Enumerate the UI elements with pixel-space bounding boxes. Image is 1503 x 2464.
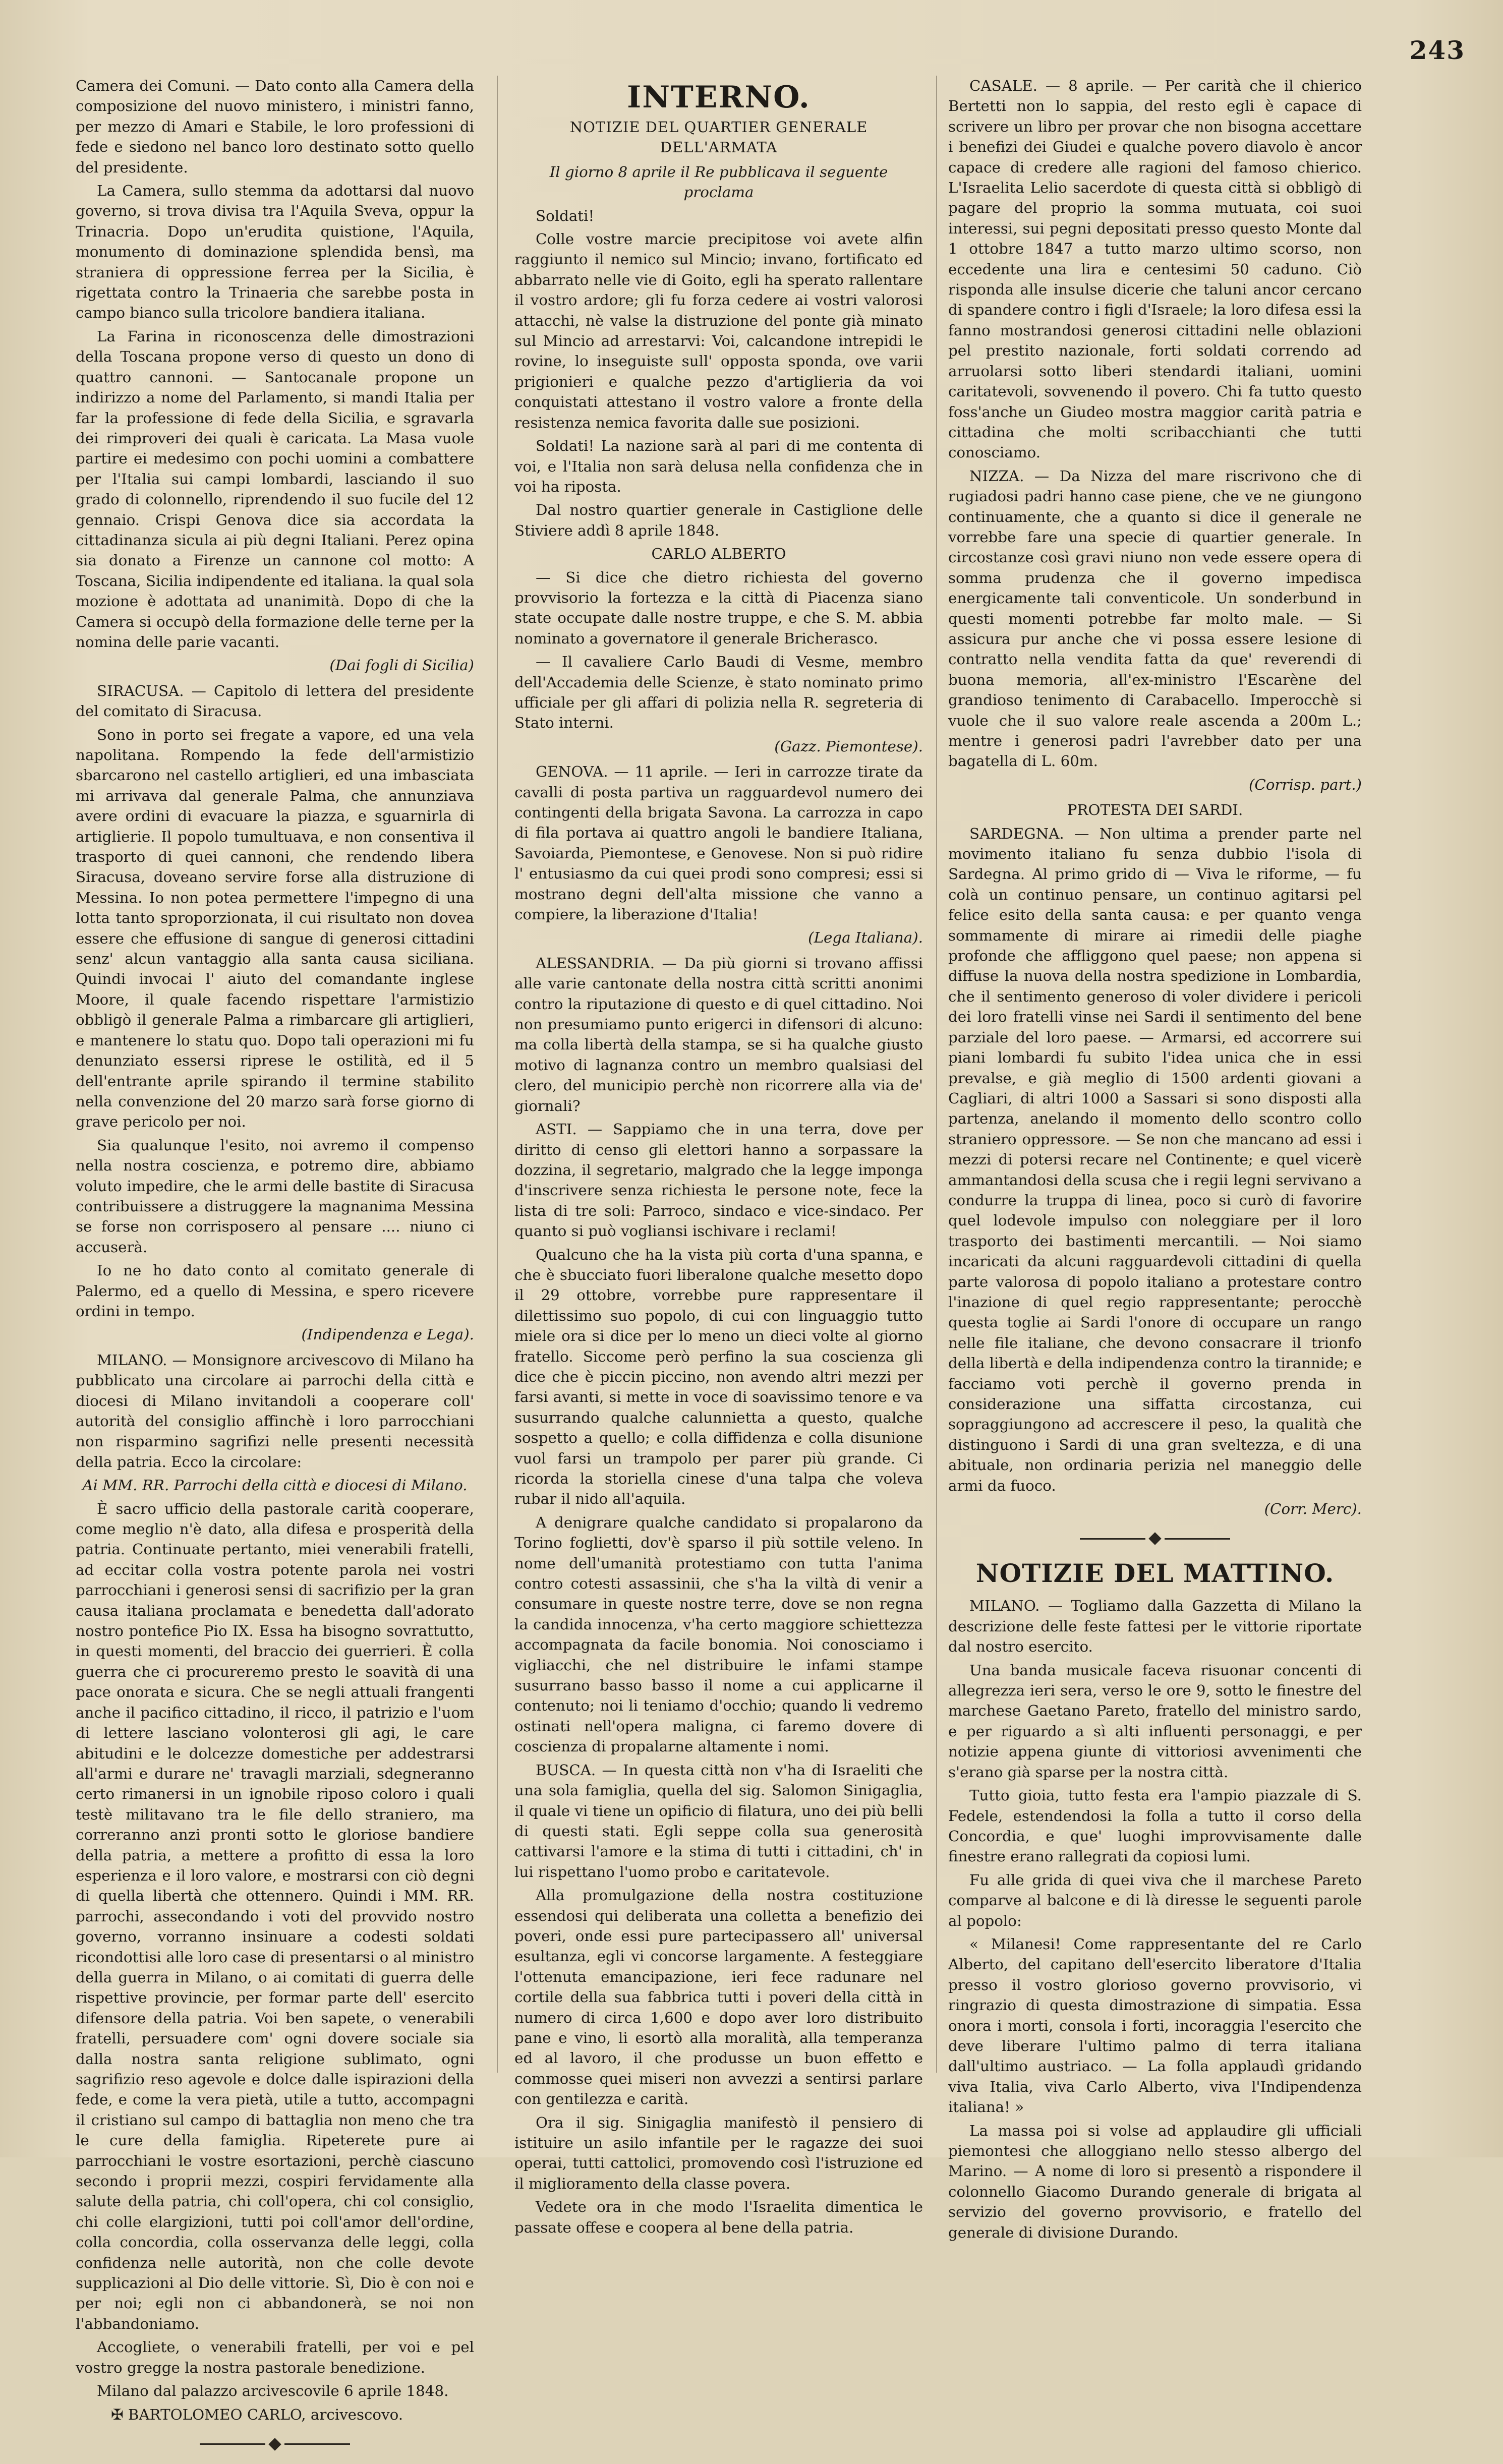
page-number: 243 — [1409, 35, 1465, 65]
article-alessandria: ALESSANDRIA. — Da più giorni si trovano affissi alle varie cantonate della nostra città scritti anonimi contro la riputazione di questo e di quel cittadino. Noi non presumiamo punto erigerci in difensori di alcuno: ma colla libertà della stampa, se si ha qualche giusto motivo di lagnanza contro un membro qualsiasi del clero, del municipio perchè non ricorrere alla via de' giornali? — [514, 954, 923, 1114]
article-asti-3: A denigrare qualche candidato si propalarono da Torino foglietti, dov'è sparso il più sottile veleno. In nome dell'umanità protestiamo con tutta l'anima contro cotesti assassinii, che s'ha la viltà di venir a consumare in queste nostre terre, dove se non regna la candida innocenza, v'ha certo maggiore schiettezza accompagnata da facile bonomia. Noi conosciamo i vigliacchi, che nel distribuire le infami stampe susurrano basso basso il nome a cui applicarne il contenuto; noi li teniamo d'occhio; quando li vedremo ostinati nell'opera maligna, ci faremo dovere di coscienza di propalarne altamente i nomi. — [514, 1513, 923, 1755]
article-milano-feste: MILANO. — Togliamo dalla Gazzetta di Milano la descrizione delle feste fattesi per le vittorie riportate dal nostro esercito. — [948, 1597, 1362, 1656]
proclama-body-2: Soldati! La nazione sarà al pari di me contenta di voi, e l'Italia non sarà delusa nella confidenza che in voi ha riposta. — [514, 437, 923, 495]
section-heading-interno: INTERNO. — [627, 80, 811, 115]
article-asti: ASTI. — Sappiamo che in una terra, dove per diritto di censo gli elettori hanno a sorpassare la dozzina, il segretario, malgrado che la legge imponga d'inscrivere senza richiesta le persone note, fece la lista di tre soli: Parroco, sindaco e vice-sindaco. Per quanto si può vogliansi ischivare i reclami! — [514, 1121, 923, 1240]
article-nizza: NIZZA. — Da Nizza del mare riscrivono che di rugiadosi padri hanno case piene, che ve ne giungono continuamente, che a quanto si dice il generale ne vorrebbe fare una specie di quartier generale. In circostanze così gravi niuno non vede essere opera di somma prudenza che il governo impedisca energicamente tali conventicole. Un sonderbund in questi momenti potrebbe far molto male. — Si assicura pur anche che vi possa essere lesione di contratto nella vendita fatta da que' reverendi di buona memoria, all'ex-ministro l'Escarène del grandioso tenimento di Carabacello. Imperocchè si vuole che il suo valore reale ascenda a 200m L.; mentre i generosi padri l'avrebber dato per una bagatella di L. 60m. — [948, 467, 1362, 770]
right-column — [948, 76, 1362, 2246]
proclama-body: Colle vostre marcie precipitose voi avete alfin raggiunto il nemico sul Mincio; invano, fortificato ed abbarrato nelle vie di Goito, egli ha sperato rallentare il vostro ardore; gli fu forza cedere ai vostri valorosi attacchi, nè valse la distruzione del ponte già minato sul Mincio ad arrestarvi: Voi, calcandone intrepidi le rovine, lo inseguiste sull' opposta sponda, ove varii prigionieri e qualche pezzo d'artiglieria da voi conquistati attestano il vostro valore a fronte della resistenza nemica favorita dalle sue posizioni. — [514, 230, 923, 431]
subheading-quartier-generale: NOTIZIE DEL QUARTIER GENERALE DELL'ARMATA — [569, 119, 868, 156]
circolare-blessing: Accogliete, o venerabili fratelli, per voi e pel vostro gregge la nostra pastorale benedizione. — [76, 2338, 474, 2376]
column-rule-right — [936, 76, 937, 2073]
article-siracusa-esito: Sia qualunque l'esito, noi avremo il compenso nella nostra coscienza, e potremo dire, abbiamo voluto impedire, che le armi delle bastite di Siracusa contribuissere a distruggere la magnanima Messina se forse non corrisposero al pensare .... niuno ci accuserà. — [76, 1136, 474, 1256]
article-busca: BUSCA. — In questa città non v'ha di Israeliti che una sola famiglia, quella del sig. Salomon Sinigaglia, il quale vi tiene un opificio di filatura, uno dei più belli di questi stati. Egli seppe colla sua generosità cattivarsi l'amore e la stima di tutti i cittadini, ch' in lui rispettano l'uomo probo e caritatevole. — [514, 1761, 923, 1881]
article-milano-ufficiali: La massa poi si volse ad applaudire gli ufficiali piemontesi che alloggiano nello stesso albergo del Marino. — A nome di loro si presentò a rispondere il colonnello Giacomo Durando generale di brigata al servizio del governo provvisorio, e fratello del generale di divisione Durando. — [948, 2122, 1362, 2241]
proclama-salutation: Soldati! — [536, 207, 595, 224]
article-asti-2: Qualcuno che ha la vista più corta d'una spanna, e che è sbucciato fuori liberalone qualche mesetto dopo il 29 ottobre, vorrebbe pure rappresentare il dilettissimo suo popolo, di cui con linguaggio tutto miele ora si dice per lo meno un dieci volte al giorno fratello. Siccome però perfino la sua coscienza gli dice che è piccin piccino, non avendo altri mezzi per farsi avanti, si mette in voce di soavissimo tenore e va susurrando qualche calunnietta a questo, qualche sospetto a quello; e colla diffidenza e colla disunione vuol farsi un trampolo per parer più grande. Ci ricorda la storiella cinese d'una talpa che voleva rubar il nido all'aquila. — [514, 1246, 923, 1508]
article-siracusa-body: Sono in porto sei fregate a vapore, ed una vela napolitana. Rompendo la fede dell'armistizio sbarcarono nel castello artiglieri, ed una imbasciata mi arrivava dal generale Palma, che annunziava avere ordini di evacuare la piazza, e sguarnirla di artiglierie. Il popolo tumultuava, e non consentiva il trasporto di quei cannoni, che rendendo libera Siracusa, doveano servire forse alla distruzione di Messina. Io non potea permettere l'impegno di una lotta tanto sproporzionata, il cui risultato non dovea essere che effusione di sangue di generosi cittadini senz' alcun vantaggio alla santa causa siciliana. Quindi invocai l' aiuto del comandante inglese Moore, il quale facendo rispettare l'armistizio obbligò il generale Palma a rimbarcare gli artiglieri, e mantenere lo statu quo. Dopo tali operazioni mi fu denunziato essersi riprese le ostilità, ed il 5 dell'entrante aprile spirando il termine stabilito nella convenzione del 20 marzo sarà forse giorno di grave pericolo per noi. — [76, 726, 474, 1131]
proclama-date: Dal nostro quartier generale in Castiglione delle Stiviere addì 8 aprile 1848. — [514, 501, 923, 539]
ornament-line — [1080, 1538, 1145, 1540]
source-lega-italiana: (Lega Italiana). — [808, 929, 923, 947]
article-milano-gioia: Tutto gioia, tutto festa era l'ampio piazzale di S. Fedele, estendendosi la folla a tutto il corso della Concordia, e que' luoghi improvvisamente dalle finestre erano rallegrati da copiosi lumi. — [948, 1787, 1362, 1865]
proclama-signature: CARLO ALBERTO — [651, 545, 786, 563]
article-milano-pareto: Fu alle grida di quei viva che il marchese Pareto comparve al balcone e di là diresse le seguenti parole al popolo: — [948, 1871, 1362, 1929]
left-column — [76, 76, 474, 2464]
middle-column — [514, 81, 923, 2241]
article-la-farina: La Farina in riconoscenza delle dimostrazioni della Toscana propone verso di questo un dono di quattro cannoni. — Santocanale propone un indirizzo a nome del Parlamento, si mandi Italia per far la professione di fede della Sicilia, e sgravarla dei rimproveri dei quali è caricata. La Masa vuole partire ei medesimo con pochi uomini a combattere per l'Italia sui campi lombardi, lasciando il suo grado di colonnello, riprendendo il suo fucile del 12 gennaio. Crispi Genova dice sia accordata la cittadinanza sicula ai più degni Italiani. Perez opina sia donato a Firenze un cannone col motto: A Toscana, Sicilia indipendente ed italiana. la qual sola mozione è adottata ad unanimità. Dopo di che la Camera si occupò della formazione delle terne per la nomina delle parie vacanti. — [76, 327, 474, 651]
article-siracusa-heading: SIRACUSA. — Capitolo di lettera del presidente del comitato di Siracusa. — [76, 682, 474, 720]
ornament-diamond-icon — [268, 2438, 281, 2450]
ornament-diamond-icon — [1148, 1533, 1161, 1545]
section-heading-mattino: NOTIZIE DEL MATTINO. — [975, 1558, 1335, 1589]
proclama-intro: Il giorno 8 aprile il Re pubblicava il seguente proclama — [549, 163, 888, 201]
article-busca-3: Ora il sig. Sinigaglia manifestò il pensiero di istituire un asilo infantile per le ragazze dei suoi operai, tutti cattolici, promovendo così l'istruzione ed il miglioramento della classe povera. — [514, 2114, 923, 2192]
circolare-date: Milano dal palazzo arcivescovile 6 aprile 1848. — [97, 2382, 449, 2400]
source-corrisp: (Corrisp. part.) — [1248, 776, 1362, 793]
article-stemma: La Camera, sullo stemma da adottarsi dal nuovo governo, si trova divisa tra l'Aquila Sveva, oppur la Trinacria. Dopo un'erudita quistione, l'Aquila, monumento di dominazione splendida bensì, ma straniera di oppressione ferrea per la Sicilia, è rigettata contro la Trinaeria che sarebbe posta in campo bianco sulla tricolore bandiera italiana. — [76, 182, 474, 322]
ornament-line — [200, 2443, 265, 2445]
source-gazz-piemontese: (Gazz. Piemontese). — [774, 737, 923, 755]
source-sicilia: (Dai fogli di Sicilia) — [329, 657, 474, 674]
ornament-divider-left — [76, 2440, 474, 2449]
article-busca-2: Alla promulgazione della nostra costituzione essendosi qui deliberata una colletta a benefizio dei poveri, onde essi pure partecipassero all' universal esultanza, egli vi concorse largamente. A festeggiare l'ottenuta emancipazione, ieri fece radunare nel cortile della sua fabbrica tutti i poveri della città in numero di circa 1,600 e dopo aver loro distribuito pane e vino, li esortò alla moralità, alla temperanza ed al lavoro, il che produsse un buon effetto e commosse quei miseri non avvezzi a sentirsi parlare con gentilezza e carità. — [514, 1887, 923, 2108]
article-camera-comuni: Camera dei Comuni. — Dato conto alla Camera della composizione del nuovo ministero, i ministri fanno, per mezzo di Amari e Stabile, le loro professioni di fede e siedono nel banco loro destinato sotto quello del presidente. — [76, 77, 474, 176]
article-piacenza: — Si dice che dietro richiesta del governo provvisorio la fortezza e la città di Piacenza siano state occupate dalle nostre truppe, e che S. M. abbia nominato a governatore il generale Bricherasco. — [514, 568, 923, 647]
article-baudi: — Il cavaliere Carlo Baudi di Vesme, membro dell'Accademia delle Scienze, è stato nominato primo ufficiale per gli affari di polizia nella R. segreteria di Stato interni. — [514, 653, 923, 732]
column-rule-left — [497, 76, 498, 2073]
source-indipendenza: (Indipendenza e Lega). — [301, 1326, 474, 1343]
circolare-heading: Ai MM. RR. Parrochi della città e diocesi di Milano. — [82, 1477, 468, 1494]
article-sardegna: SARDEGNA. — Non ultima a prender parte nel movimento italiano fu senza dubbio l'isola di Sardegna. Al primo grido di — Viva le riforme, — fu colà un continuo pensare, un continuo agitarsi pel felice esito della santa causa: e per quanto venga sommamente di mirare ai rimedii delle piaghe profonde che affliggono quel paese; non appena si diffuse la nuova della nostra spedizione in Lombardia, che il sentimento generoso di voler dividere i pericoli dei loro fratelli vinse nei Sardi il sentimento del bene parziale del loro paese. — Armarsi, ed accorrere sui piani lombardi fu subito l'idea unica che in essi prevalse, e già meglio di 1500 ardenti giovani a Cagliari, di altri 1000 a Sassari si sono disposti alla partenza, anelando il momento dello scontro collo straniero oppressore. — Se non che mancano ad essi i mezzi di potersi recare nel Continente; e quel vicerè ammantandosi della scusa che i regii legni servivano a condurre la truppa di linea, poco si curò di favorire quel lodevole impulso con noleggiare per il loro trasporto dei bastimenti mercantili. — Noi siamo incaricati da alcuni ragguardevoli cittadini di quella parte valorosa di popolo italiano a protestare contro l'inazione di quel regio rappresentante; perocchè questa toglie ai Sardi l'onore di occupare un rango nelle file italiane, che devono consacrare il trionfo della libertà e della indipendenza contro la tirannide; e facciamo voti perchè il governo prenda in considerazione una siffatta circostanza, cui sopraggiungono ad accrescere il peso, la qualità che distinguono i Sardi di una gran sveltezza, e di una abituale, non ordinaria perizia nel maneggio delle armi da fuoco. — [948, 825, 1362, 1494]
ornament-line — [284, 2443, 350, 2445]
article-casale: CASALE. — 8 aprile. — Per carità che il chierico Bertetti non lo sappia, del resto egli è capace di scrivere un libro per provar che non bisogna accettare i benefizi dei Giudei e qualche povero diavolo è ancor capace di credere alle ragioni del famoso chierico. L'Israelita Lelio sacerdote di questa città si obbligò di pagare del proprio la somma mutuata, coi suoi interessi, sui pegni depositati presso questo Monte dal 1 ottobre 1847 a tutto marzo ultimo scorso, non eccedente una lira e centesimi 50 caduno. Ciò risponda alle insulse dicerie che taluni ancor cercano di spandere contro i figli d'Israele; la loro difesa essi la fanno mostrandosi generosi cittadini nelle oblazioni pel prestito nazionale, forti soldati correndo ad arruolarsi sotto liberi stendardi italiani, uomini caritatevoli, sovvenendo il povero. Chi fa tutto questo foss'anche un Giudeo mostra maggior carità patria e cittadina che molti scribacchianti che tutti conosciamo. — [948, 77, 1362, 461]
source-corr-merc: (Corr. Merc). — [1264, 1500, 1362, 1518]
article-milano-circolare: MILANO. — Monsignore arcivescovo di Milano ha pubblicato una circolare ai parrochi della città e diocesi di Milano invitandoli a cooperare coll' autorità del consiglio affinchè i loro parrocchiani non risparmino sagrifizi nelle presenti necessità della patria. Ecco la circolare: — [76, 1351, 474, 1471]
article-siracusa-end: Io ne ho dato conto al comitato generale di Palermo, ed a quello di Messina, e spero ricevere ordini in tempo. — [76, 1262, 474, 1320]
circolare-body: È sacro ufficio della pastorale carità cooperare, come meglio n'è dato, alla difesa e prosperità della patria. Continuate pertanto, miei venerabili fratelli, ad eccitar colla vostra potente parola nei vostri parrocchiani i generosi sensi di sacrifizio per la gran causa italiana proclamata e benedetta dall'adorato nostro pontefice Pio IX. Essa ha bisogno sovrattutto, in questi momenti, del braccio dei guerrieri. È colla guerra che ci procureremo presto le soavità di una pace onorata e sicura. Che se negli attuali frangenti anche il pacifico cittadino, il ricco, il patrizio e l'uom di lettere lasciano volonterosi gli agi, le care abitudini e le dolcezze domestiche per addestrarsi all'armi e durare ne' travagli marziali, sdegneranno certo rimanersi in un ignobile riposo coloro i quali testè militavano tra le file dello straniero, ma correranno anzi pronti sotto le gloriose bandiere della patria, a mettere a profitto di essa la loro esperienza e il loro valore, e mostrarsi con ciò degni di quella libertà che ottennero. Quindi i MM. RR. parrochi, assecondando i voti del provvido nostro governo, vorranno insinuare a codesti soldati ricondottisi alle loro case di presentarsi o al ministro della guerra in Milano, o ai comitati di guerra delle rispettive provincie, per formar parte dell' esercito difensore della patria. Voi ben sapete, o venerabili fratelli, persuadere com' ogni dovere sociale sia dalla nostra santa religione sublimato, ogni sagrifizio reso agevole e dolce dalle ispirazioni della fede, e come la vera pietà, utile a tutto, accompagni il cristiano sul campo di battaglia non meno che tra le cure della famiglia. Ripeterete pure ai parrocchiani le vostre esortazioni, perchè ciascuno secondo i proprii mezzi, cospiri fervidamente alla salute della patria, chi coll'opera, chi col consiglio, chi colle elargizioni, tutti poi coll'amor dell'ordine, colla concordia, colla osservanza delle leggi, colla confidenza nelle autorità, non che colle devote supplicazioni al Dio delle vittorie. Sì, Dio è con noi e per noi; egli non ci abbandonerà, se noi non l'abbandoniamo. — [76, 1500, 474, 2332]
ornament-line — [1165, 1538, 1230, 1540]
article-milano-banda: Una banda musicale faceva risuonar concenti di allegrezza ieri sera, verso le ore 9, sotto le finestre del marchese Gaetano Pareto, fratello del ministro sardo, e per riguardo a sì alti influenti personaggi, e per notizie appena giunte di vittoriosi avvenimenti che s'erano già sparse per la nostra città. — [948, 1661, 1362, 1781]
article-genova: GENOVA. — 11 aprile. — Ieri in carrozze tirate da cavalli di posta partiva un ragguardevol numero dei contingenti della brigata Savona. La carrozza in capo di fila portava ai quattro angoli le bandiere Italiana, Savoiarda, Piemontese, e Genovese. Non si può ridire l' entusiasmo da cui quei prodi sono compresi; essi si mostrano degni dell'alta missione che vanno a compiere, la liberazione d'Italia! — [514, 763, 923, 923]
circolare-signature: ✠ BARTOLOMEO CARLO, arcivescovo. — [111, 2406, 403, 2423]
article-milano-discorso: « Milanesi! Come rappresentante del re Carlo Alberto, del capitano dell'esercito liberatore d'Italia presso il vostro glorioso governo provvisorio, vi ringrazio di questa dimostrazione di simpatia. Essa onora i morti, consola i forti, incoraggia l'esercito che deve liberare l'ultimo palmo di terra italiana dall'ultimo austriaco. — La folla applaudì gridando viva Italia, viva Carlo Alberto, viva l'Indipendenza italiana! » — [948, 1935, 1362, 2116]
article-busca-4: Vedete ora in che modo l'Israelita dimentica le passate offese e coopera al bene della patria. — [514, 2198, 923, 2236]
protesta-heading: PROTESTA DEI SARDI. — [1067, 801, 1243, 819]
ornament-divider-right — [948, 1534, 1362, 1543]
